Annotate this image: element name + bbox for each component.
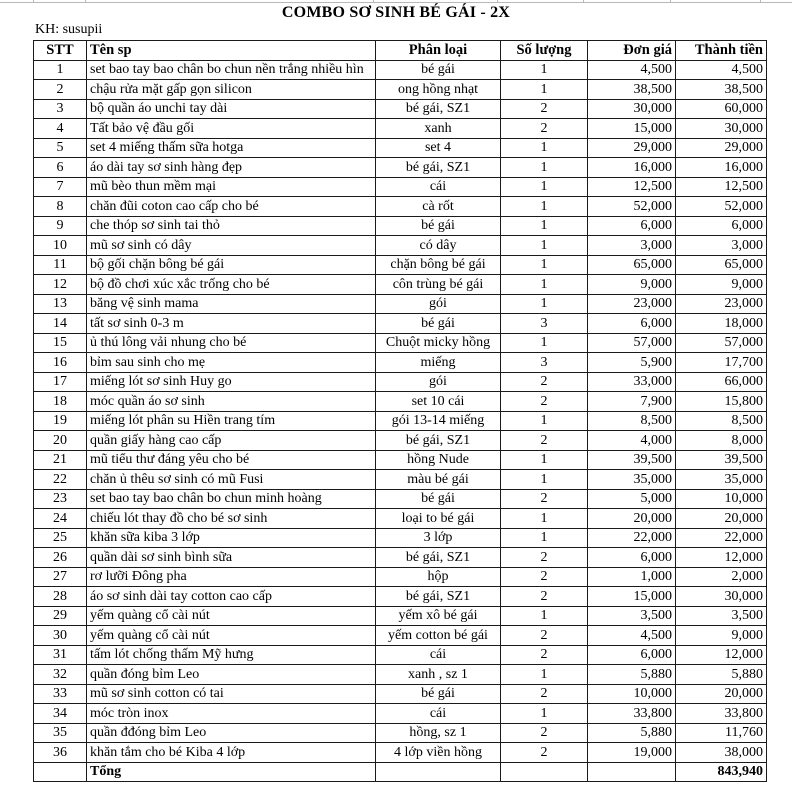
row-variant: cái <box>376 645 501 665</box>
row-stt: 35 <box>34 723 87 743</box>
row-variant: bé gái <box>376 684 501 704</box>
row-product-name: quần dài sơ sinh bình sữa <box>87 548 376 568</box>
row-quantity: 1 <box>501 236 588 256</box>
row-variant: bé gái, SZ1 <box>376 158 501 178</box>
row-stt: 20 <box>34 431 87 451</box>
row-unit-price: 5,880 <box>588 723 676 743</box>
row-quantity: 3 <box>501 353 588 373</box>
row-quantity: 1 <box>501 138 588 158</box>
table-row <box>34 645 767 665</box>
row-unit-price: 8,500 <box>588 411 676 431</box>
row-variant: bé gái, SZ1 <box>376 99 501 119</box>
row-product-name: mũ bèo thun mềm mại <box>87 177 376 197</box>
row-unit-price: 16,000 <box>588 158 676 178</box>
row-variant: cái <box>376 177 501 197</box>
row-line-total: 4,500 <box>676 60 767 80</box>
row-unit-price: 5,000 <box>588 489 676 509</box>
row-variant: 4 lớp viền hồng <box>376 743 501 763</box>
table-row <box>34 314 767 334</box>
row-product-name: ủ thú lông vải nhung cho bé <box>87 333 376 353</box>
row-stt: 4 <box>34 119 87 139</box>
row-variant: côn trùng bé gái <box>376 275 501 295</box>
row-line-total: 11,760 <box>676 723 767 743</box>
row-variant: bé gái <box>376 314 501 334</box>
header-stt: STT <box>34 41 87 61</box>
row-product-name: quần đđóng bỉm Leo <box>87 723 376 743</box>
row-stt: 30 <box>34 626 87 646</box>
row-variant: bé gái, SZ1 <box>376 431 501 451</box>
row-unit-price: 35,000 <box>588 470 676 490</box>
row-quantity: 2 <box>501 99 588 119</box>
row-stt: 24 <box>34 509 87 529</box>
row-quantity: 2 <box>501 723 588 743</box>
row-product-name: khăn tắm cho bé Kiba 4 lớp <box>87 743 376 763</box>
row-variant: gói <box>376 294 501 314</box>
row-unit-price: 15,000 <box>588 119 676 139</box>
row-quantity: 2 <box>501 489 588 509</box>
row-variant: gói <box>376 372 501 392</box>
row-stt: 6 <box>34 158 87 178</box>
row-unit-price: 33,800 <box>588 704 676 724</box>
row-variant: bé gái <box>376 60 501 80</box>
gridline-tick <box>85 0 86 3</box>
customer-label: KH: susupii <box>35 22 103 37</box>
row-stt: 17 <box>34 372 87 392</box>
row-stt: 25 <box>34 528 87 548</box>
row-product-name: mũ tiểu thư đáng yêu cho bé <box>87 450 376 470</box>
row-unit-price: 33,000 <box>588 372 676 392</box>
row-quantity: 1 <box>501 177 588 197</box>
table-row <box>34 138 767 158</box>
row-variant: gói 13-14 miếng <box>376 411 501 431</box>
total-row <box>34 762 767 782</box>
row-unit-price: 15,000 <box>588 587 676 607</box>
header-total: Thành tiền <box>676 41 767 61</box>
table-row <box>34 275 767 295</box>
row-unit-price: 38,500 <box>588 80 676 100</box>
row-variant: bé gái <box>376 489 501 509</box>
row-product-name: băng vệ sinh mama <box>87 294 376 314</box>
row-quantity: 1 <box>501 158 588 178</box>
row-stt: 29 <box>34 606 87 626</box>
row-product-name: quần giấy hàng cao cấp <box>87 431 376 451</box>
row-stt: 14 <box>34 314 87 334</box>
row-unit-price: 6,000 <box>588 645 676 665</box>
row-line-total: 3,500 <box>676 606 767 626</box>
row-line-total: 15,800 <box>676 392 767 412</box>
row-line-total: 20,000 <box>676 684 767 704</box>
row-product-name: che thóp sơ sinh tai thỏ <box>87 216 376 236</box>
row-line-total: 35,000 <box>676 470 767 490</box>
row-quantity: 1 <box>501 509 588 529</box>
row-line-total: 9,000 <box>676 626 767 646</box>
table-row <box>34 177 767 197</box>
gridline-tick <box>33 0 34 3</box>
row-product-name: mũ sơ sinh cotton có tai <box>87 684 376 704</box>
row-line-total: 18,000 <box>676 314 767 334</box>
row-line-total: 12,000 <box>676 645 767 665</box>
table-row <box>34 684 767 704</box>
row-variant: cái <box>376 704 501 724</box>
table-row <box>34 626 767 646</box>
row-line-total: 16,000 <box>676 158 767 178</box>
row-line-total: 52,000 <box>676 197 767 217</box>
row-stt: 7 <box>34 177 87 197</box>
row-unit-price: 3,500 <box>588 606 676 626</box>
row-line-total: 23,000 <box>676 294 767 314</box>
row-quantity: 1 <box>501 216 588 236</box>
row-unit-price: 57,000 <box>588 333 676 353</box>
row-product-name: yếm quàng cổ cài nút <box>87 626 376 646</box>
table-row <box>34 489 767 509</box>
row-variant: set 10 cái <box>376 392 501 412</box>
row-quantity: 2 <box>501 548 588 568</box>
row-quantity: 2 <box>501 567 588 587</box>
table-row <box>34 411 767 431</box>
table-row <box>34 743 767 763</box>
row-variant: hồng, sz 1 <box>376 723 501 743</box>
row-stt: 11 <box>34 255 87 275</box>
gridline-tick <box>497 0 498 3</box>
row-product-name: mũ sơ sinh có dây <box>87 236 376 256</box>
table-row <box>34 723 767 743</box>
row-product-name: chăn ủ thêu sơ sinh có mũ Fusi <box>87 470 376 490</box>
row-quantity: 1 <box>501 411 588 431</box>
row-quantity: 1 <box>501 333 588 353</box>
row-quantity: 1 <box>501 450 588 470</box>
row-quantity: 2 <box>501 645 588 665</box>
row-quantity: 1 <box>501 704 588 724</box>
row-quantity: 1 <box>501 606 588 626</box>
grand-total-value: 843,940 <box>676 762 767 782</box>
row-variant: miếng <box>376 353 501 373</box>
row-variant: chặn bông bé gái <box>376 255 501 275</box>
row-unit-price: 4,500 <box>588 60 676 80</box>
row-product-name: miếng lót phân su Hiền trang tím <box>87 411 376 431</box>
row-stt: 16 <box>34 353 87 373</box>
row-variant: hộp <box>376 567 501 587</box>
table-row <box>34 60 767 80</box>
row-stt: 19 <box>34 411 87 431</box>
table-row <box>34 431 767 451</box>
row-product-name: bộ đồ chơi xúc xắc trống cho bé <box>87 275 376 295</box>
row-stt: 2 <box>34 80 87 100</box>
row-line-total: 10,000 <box>676 489 767 509</box>
row-quantity: 1 <box>501 665 588 685</box>
row-product-name: khăn sữa kiba 3 lớp <box>87 528 376 548</box>
row-stt: 34 <box>34 704 87 724</box>
row-unit-price: 23,000 <box>588 294 676 314</box>
table-row <box>34 704 767 724</box>
row-stt: 32 <box>34 665 87 685</box>
row-product-name: chậu rửa mặt gấp gọn silicon <box>87 80 376 100</box>
row-line-total: 65,000 <box>676 255 767 275</box>
row-stt: 10 <box>34 236 87 256</box>
row-variant: bé gái, SZ1 <box>376 587 501 607</box>
row-unit-price: 29,000 <box>588 138 676 158</box>
row-unit-price: 12,500 <box>588 177 676 197</box>
row-line-total: 5,880 <box>676 665 767 685</box>
table-row <box>34 255 767 275</box>
row-product-name: set bao tay bao chân bo chun minh hoàng <box>87 489 376 509</box>
row-stt: 33 <box>34 684 87 704</box>
row-line-total: 39,500 <box>676 450 767 470</box>
row-stt: 3 <box>34 99 87 119</box>
table-row <box>34 294 767 314</box>
order-table <box>33 40 767 782</box>
header-qty: Số lượng <box>501 41 588 61</box>
row-line-total: 30,000 <box>676 119 767 139</box>
table-row <box>34 119 767 139</box>
row-stt: 36 <box>34 743 87 763</box>
row-stt: 8 <box>34 197 87 217</box>
row-variant: cà rốt <box>376 197 501 217</box>
row-quantity: 2 <box>501 626 588 646</box>
row-line-total: 22,000 <box>676 528 767 548</box>
row-product-name: móc quần áo sơ sinh <box>87 392 376 412</box>
row-quantity: 2 <box>501 431 588 451</box>
row-product-name: set bao tay bao chân bo chun nền trắng nhiều hìn <box>87 60 376 80</box>
row-product-name: rơ lưỡi Đông pha <box>87 567 376 587</box>
row-quantity: 1 <box>501 255 588 275</box>
table-row <box>34 509 767 529</box>
table-row <box>34 606 767 626</box>
row-unit-price: 6,000 <box>588 216 676 236</box>
table-row <box>34 528 767 548</box>
total-qty-cell <box>501 762 588 782</box>
row-variant: bé gái <box>376 216 501 236</box>
row-product-name: bộ gối chặn bông bé gái <box>87 255 376 275</box>
table-row <box>34 353 767 373</box>
row-product-name: set 4 miếng thấm sữa hotga <box>87 138 376 158</box>
row-product-name: chăn đũi coton cao cấp cho bé <box>87 197 376 217</box>
row-line-total: 12,500 <box>676 177 767 197</box>
row-product-name: chiếu lót thay đồ cho bé sơ sinh <box>87 509 376 529</box>
table-row <box>34 372 767 392</box>
table-header-row <box>34 41 767 61</box>
table-row <box>34 567 767 587</box>
header-price: Đơn giá <box>588 41 676 61</box>
row-quantity: 3 <box>501 314 588 334</box>
table-row <box>34 197 767 217</box>
row-variant: yếm xô bé gái <box>376 606 501 626</box>
header-name: Tên sp <box>87 41 376 61</box>
row-unit-price: 39,500 <box>588 450 676 470</box>
row-product-name: miếng lót sơ sinh Huy go <box>87 372 376 392</box>
row-variant: hồng Nude <box>376 450 501 470</box>
total-price-cell <box>588 762 676 782</box>
row-variant: có dây <box>376 236 501 256</box>
row-product-name: quần đóng bỉm Leo <box>87 665 376 685</box>
row-stt: 22 <box>34 470 87 490</box>
row-stt: 12 <box>34 275 87 295</box>
row-variant: ong hồng nhạt <box>376 80 501 100</box>
row-line-total: 2,000 <box>676 567 767 587</box>
row-product-name: bộ quần áo unchi tay dài <box>87 99 376 119</box>
row-stt: 27 <box>34 567 87 587</box>
row-line-total: 30,000 <box>676 587 767 607</box>
row-variant: xanh <box>376 119 501 139</box>
row-line-total: 38,000 <box>676 743 767 763</box>
row-quantity: 2 <box>501 119 588 139</box>
row-stt: 18 <box>34 392 87 412</box>
gridline-tick <box>760 0 761 3</box>
row-variant: set 4 <box>376 138 501 158</box>
row-variant: bé gái, SZ1 <box>376 548 501 568</box>
row-stt: 5 <box>34 138 87 158</box>
row-stt: 15 <box>34 333 87 353</box>
row-unit-price: 10,000 <box>588 684 676 704</box>
table-row <box>34 333 767 353</box>
row-stt: 28 <box>34 587 87 607</box>
row-line-total: 8,000 <box>676 431 767 451</box>
row-quantity: 1 <box>501 294 588 314</box>
row-line-total: 8,500 <box>676 411 767 431</box>
row-unit-price: 3,000 <box>588 236 676 256</box>
row-unit-price: 65,000 <box>588 255 676 275</box>
row-variant: Chuột micky hồng <box>376 333 501 353</box>
row-quantity: 1 <box>501 197 588 217</box>
row-unit-price: 22,000 <box>588 528 676 548</box>
row-product-name: Tất bảo vệ đầu gối <box>87 119 376 139</box>
row-unit-price: 5,880 <box>588 665 676 685</box>
row-unit-price: 6,000 <box>588 314 676 334</box>
total-label: Tổng <box>87 762 376 782</box>
row-variant: loại to bé gái <box>376 509 501 529</box>
row-product-name: tấm lót chống thấm Mỹ hưng <box>87 645 376 665</box>
row-line-total: 9,000 <box>676 275 767 295</box>
row-quantity: 1 <box>501 470 588 490</box>
row-variant: xanh , sz 1 <box>376 665 501 685</box>
row-quantity: 2 <box>501 372 588 392</box>
table-row <box>34 392 767 412</box>
row-unit-price: 20,000 <box>588 509 676 529</box>
row-quantity: 1 <box>501 528 588 548</box>
row-quantity: 2 <box>501 587 588 607</box>
row-quantity: 1 <box>501 80 588 100</box>
row-line-total: 6,000 <box>676 216 767 236</box>
row-unit-price: 4,000 <box>588 431 676 451</box>
row-variant: 3 lớp <box>376 528 501 548</box>
total-type-cell <box>376 762 501 782</box>
table-row <box>34 158 767 178</box>
row-line-total: 38,500 <box>676 80 767 100</box>
row-quantity: 1 <box>501 275 588 295</box>
table-row <box>34 548 767 568</box>
table-row <box>34 216 767 236</box>
row-line-total: 66,000 <box>676 372 767 392</box>
row-unit-price: 19,000 <box>588 743 676 763</box>
row-variant: màu bé gái <box>376 470 501 490</box>
row-line-total: 60,000 <box>676 99 767 119</box>
row-product-name: tất sơ sinh 0-3 m <box>87 314 376 334</box>
row-line-total: 12,000 <box>676 548 767 568</box>
gridline-tick <box>583 0 584 3</box>
row-line-total: 17,700 <box>676 353 767 373</box>
row-stt: 31 <box>34 645 87 665</box>
row-unit-price: 5,900 <box>588 353 676 373</box>
row-unit-price: 52,000 <box>588 197 676 217</box>
gridline-tick <box>373 0 374 3</box>
row-unit-price: 6,000 <box>588 548 676 568</box>
row-quantity: 2 <box>501 392 588 412</box>
row-unit-price: 7,900 <box>588 392 676 412</box>
table-row <box>34 80 767 100</box>
table-row <box>34 99 767 119</box>
row-line-total: 20,000 <box>676 509 767 529</box>
row-line-total: 3,000 <box>676 236 767 256</box>
row-product-name: áo dài tay sơ sinh hàng đẹp <box>87 158 376 178</box>
row-unit-price: 1,000 <box>588 567 676 587</box>
row-stt: 23 <box>34 489 87 509</box>
row-product-name: áo sơ sinh dài tay cotton cao cấp <box>87 587 376 607</box>
spreadsheet-top-gridline <box>0 0 792 3</box>
row-unit-price: 9,000 <box>588 275 676 295</box>
row-stt: 9 <box>34 216 87 236</box>
row-line-total: 33,800 <box>676 704 767 724</box>
row-unit-price: 30,000 <box>588 99 676 119</box>
row-quantity: 2 <box>501 684 588 704</box>
row-stt: 21 <box>34 450 87 470</box>
row-line-total: 29,000 <box>676 138 767 158</box>
total-stt-cell <box>34 762 87 782</box>
table-row <box>34 470 767 490</box>
row-quantity: 1 <box>501 60 588 80</box>
row-stt: 13 <box>34 294 87 314</box>
table-row <box>34 665 767 685</box>
row-stt: 1 <box>34 60 87 80</box>
row-variant: yếm cotton bé gái <box>376 626 501 646</box>
header-type: Phân loại <box>376 41 501 61</box>
row-product-name: móc tròn inox <box>87 704 376 724</box>
document-title: COMBO SƠ SINH BÉ GÁI - 2X <box>281 4 511 21</box>
row-line-total: 57,000 <box>676 333 767 353</box>
row-product-name: yếm quàng cổ cài nút <box>87 606 376 626</box>
row-quantity: 2 <box>501 743 588 763</box>
row-unit-price: 4,500 <box>588 626 676 646</box>
row-stt: 26 <box>34 548 87 568</box>
table-row <box>34 587 767 607</box>
row-product-name: bỉm sau sinh cho mẹ <box>87 353 376 373</box>
table-row <box>34 236 767 256</box>
gridline-tick <box>670 0 671 3</box>
table-row <box>34 450 767 470</box>
